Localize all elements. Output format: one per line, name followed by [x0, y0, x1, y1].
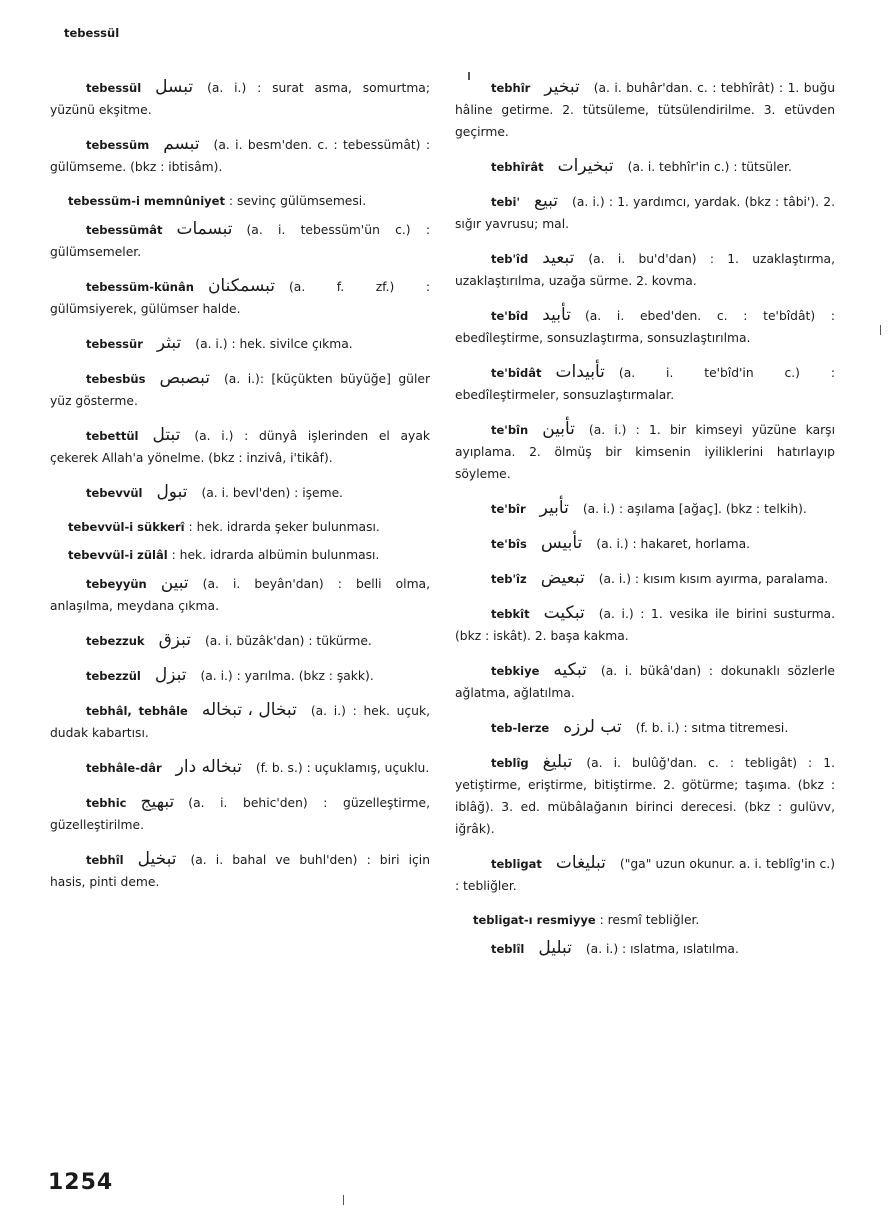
- entry-arabic-script: تبول: [156, 482, 188, 502]
- entry-headword: tebhic: [86, 796, 127, 810]
- entry-headword: tebhâl, tebhâle: [86, 704, 188, 718]
- running-head: tebessül: [64, 26, 120, 40]
- entry-arabic-script: تبخال ، تبخاله: [201, 700, 297, 720]
- entry-definition: (a. i.) : 1. bir kimseyi yüzüne karşı ayıplama. 2. ölmüş bir kimsenin iyiliklerini hatırlayıp söyleme.: [455, 423, 835, 481]
- entry-arabic-script: تبيع: [534, 191, 559, 211]
- entry-definition: (a. i.) : surat asma, somurtma; yüzünü ekşitme.: [50, 81, 430, 117]
- dictionary-entry: [455, 155, 835, 178]
- scan-speck: [343, 1195, 344, 1205]
- entry-headword: te'bîs: [491, 537, 527, 551]
- dictionary-entry: [50, 756, 430, 779]
- entry-headword: teblîl: [491, 942, 525, 956]
- entry-arabic-script: تأبيد: [542, 305, 571, 325]
- dictionary-entry: [50, 190, 430, 212]
- entry-headword: tebligat-ı resmiyye: [473, 913, 596, 927]
- entry-arabic-script: تبخير: [544, 77, 580, 97]
- entry-headword: teb'îd: [491, 252, 529, 266]
- dictionary-entry: [455, 567, 835, 590]
- entry-headword: tebhîrât: [491, 160, 544, 174]
- entry-headword: te'bîd: [491, 309, 529, 323]
- entry-definition: (a. i.) : 1. yardımcı, yardak. (bkz : tâbi'). 2. sığır yavrusu; mal.: [455, 195, 835, 231]
- entry-definition: (a. i.) : dünyâ işlerinden el ayak çekerek Allah'a yönelme. (bkz : inzivâ, i'tikâf).: [50, 429, 430, 465]
- entry-arabic-script: تبكيه: [553, 660, 587, 680]
- dictionary-entry: [50, 699, 430, 744]
- entry-definition: (a. i.) : aşılama [ağaç]. (bkz : telkih).: [582, 502, 807, 516]
- entry-headword: teb'îz: [491, 572, 527, 586]
- entry-arabic-script: تبكيت: [543, 603, 585, 623]
- entry-definition: (a. i.) : hakaret, horlama.: [596, 537, 751, 551]
- entry-headword: tebeyyün: [86, 577, 147, 591]
- entry-headword: teb-lerze: [491, 721, 550, 735]
- entry-arabic-script: تبسمكنان: [207, 276, 275, 296]
- entry-arabic-script: تأبيس: [540, 533, 583, 553]
- entry-definition: (a. i. büzâk'dan) : tükürme.: [205, 634, 372, 648]
- dictionary-entry: [50, 544, 430, 566]
- entry-arabic-script: تبين: [160, 573, 189, 593]
- scan-speck: [880, 325, 881, 335]
- entry-definition: (a. i.) : 1. vesika ile birini susturma. (bkz : iskât). 2. başa kakma.: [455, 607, 835, 643]
- scan-speck: [468, 72, 470, 80]
- dictionary-entry: [50, 332, 430, 355]
- entry-headword: tebligat: [491, 857, 542, 871]
- entry-headword: te'bîn: [491, 423, 529, 437]
- dictionary-entry: [455, 76, 835, 143]
- entry-definition: (a. i. tebhîr'in c.) : tütsüler.: [627, 160, 792, 174]
- entry-definition: (a. i.) : hek. uçuk, dudak kabartısı.: [50, 704, 430, 740]
- entry-arabic-script: تبخاله دار: [175, 757, 242, 777]
- entry-definition: (a. i. ebed'den. c. : te'bîdât) : ebedîleştirme, sonsuzlaştırma, sonsuzlaştırılma.: [455, 309, 835, 345]
- dictionary-entry: [50, 275, 430, 320]
- entry-headword: tebettül: [86, 429, 139, 443]
- entry-arabic-script: تبتل: [152, 425, 181, 445]
- dictionary-entry: [50, 516, 430, 538]
- entry-arabic-script: تبعيد: [542, 248, 575, 268]
- entry-arabic-script: تبليغ: [542, 752, 573, 772]
- entry-arabic-script: تبليغات: [555, 853, 606, 873]
- entry-definition: : sevinç gülümsemesi.: [228, 194, 367, 208]
- entry-definition: (a. i. bükâ'dan) : dokunaklı sözlerle ağlatma, ağlatılma.: [455, 664, 835, 700]
- entry-headword: tebessüm-künân: [86, 280, 194, 294]
- entry-headword: tebessül: [86, 81, 142, 95]
- entry-headword: tebhâle-dâr: [86, 761, 162, 775]
- page-number: 1254: [48, 1170, 114, 1195]
- entry-definition: (a. i.) : kısım kısım ayırma, paralama.: [598, 572, 829, 586]
- dictionary-entry: [50, 572, 430, 617]
- entry-headword: tebkît: [491, 607, 530, 621]
- entry-arabic-script: تبليل: [538, 938, 572, 958]
- entry-headword: te'bîdât: [491, 366, 542, 380]
- left-column: [50, 76, 430, 905]
- entry-headword: tebezzuk: [86, 634, 145, 648]
- dictionary-entry: [455, 909, 835, 931]
- dictionary-entry: [50, 848, 430, 893]
- dictionary-entry: [455, 659, 835, 704]
- entry-definition: : hek. idrarda şeker bulunması.: [188, 520, 380, 534]
- entry-arabic-script: تبعيض: [540, 568, 585, 588]
- entry-definition: (a. i. behic'den) : güzelleştirme, güzelleştirilme.: [50, 796, 430, 832]
- dictionary-entry: [455, 361, 835, 406]
- entry-headword: tebevvül-i sükkerî: [68, 520, 185, 534]
- entry-headword: tebessümât: [86, 223, 163, 237]
- dictionary-entry: [455, 716, 835, 739]
- entry-arabic-script: تبسمات: [176, 219, 233, 239]
- dictionary-entry: [50, 133, 430, 178]
- dictionary-entry: [50, 76, 430, 121]
- dictionary-entry: [455, 937, 835, 960]
- entry-headword: teblîg: [491, 756, 529, 770]
- dictionary-entry: [50, 424, 430, 469]
- entry-arabic-script: تب لرزه: [563, 717, 622, 737]
- entry-arabic-script: تبخيل: [137, 849, 177, 869]
- dictionary-entry: [455, 602, 835, 647]
- dictionary-entry: [455, 751, 835, 840]
- entry-arabic-script: تبسل: [155, 77, 194, 97]
- entry-headword: tebezzül: [86, 669, 141, 683]
- entry-headword: tebhîr: [491, 81, 531, 95]
- entry-definition: (a. i. besm'den. c. : tebessümât) : gülümseme. (bkz : ibtisâm).: [50, 138, 430, 174]
- entry-definition: : resmî tebliğler.: [599, 913, 700, 927]
- entry-arabic-script: تأبير: [539, 498, 569, 518]
- dictionary-entry: [455, 247, 835, 292]
- entry-headword: te'bîr: [491, 502, 526, 516]
- right-column: [455, 76, 835, 972]
- entry-definition: (a. i. tebessüm'ün c.) : gülümsemeler.: [50, 223, 430, 259]
- dictionary-entry: [50, 218, 430, 263]
- entry-definition: (a. i. bahal ve buhl'den) : biri için hasis, pinti deme.: [50, 853, 430, 889]
- entry-definition: (a. i.) : ıslatma, ıslatılma.: [585, 942, 739, 956]
- dictionary-entry: [455, 418, 835, 485]
- entry-arabic-script: تأبين: [542, 419, 575, 439]
- entry-definition: (a. i. bulûğ'dan. c. : tebligât) : 1. yetiştirme, eriştirme, bitiştirme. 2. götürme; taşıma. (bkz : iblâğ). 3. ed. mübâlağanın birinci derecesi. (bkz : gulüvv, iğrâk).: [455, 756, 835, 836]
- entry-headword: tebevvül-i zülâl: [68, 548, 168, 562]
- dictionary-entry: [455, 532, 835, 555]
- entry-headword: tebessüm-i memnûniyet: [68, 194, 225, 208]
- dictionary-entry: [50, 367, 430, 412]
- entry-definition: (a. i. bu'd'dan) : 1. uzaklaştırma, uzaklaştırılma, uzağa sürme. 2. kovma.: [455, 252, 835, 288]
- dictionary-entry: [50, 791, 430, 836]
- entry-definition: (f. b. i.) : sıtma titremesi.: [635, 721, 789, 735]
- entry-headword: tebessüm: [86, 138, 150, 152]
- entry-definition: ("ga" uzun okunur. a. i. teblîg'in c.) : tebliğler.: [455, 857, 835, 893]
- dictionary-entry: [455, 190, 835, 235]
- entry-arabic-script: تبسم: [163, 134, 200, 154]
- entry-arabic-script: تبخيرات: [557, 156, 614, 176]
- dictionary-entry: [455, 497, 835, 520]
- dictionary-entry: [455, 852, 835, 897]
- entry-definition: (a. i.) : hek. sivilce çıkma.: [195, 337, 353, 351]
- entry-headword: tebi': [491, 195, 520, 209]
- entry-definition: (a. i. beyân'dan) : belli olma, anlaşılma, meydana çıkma.: [50, 577, 430, 613]
- entry-definition: : hek. idrarda albümin bulunması.: [171, 548, 380, 562]
- dictionary-entry: [455, 304, 835, 349]
- entry-arabic-script: تبزل: [154, 665, 187, 685]
- entry-definition: (a. i. te'bîd'in c.) : ebedîleştirmeler, sonsuzlaştırmalar.: [455, 366, 835, 402]
- entry-headword: tebesbüs: [86, 372, 146, 386]
- entry-headword: tebkiye: [491, 664, 540, 678]
- entry-arabic-script: تبهيج: [140, 792, 175, 812]
- entry-definition: (a. i.): [küçükten büyüğe] güler yüz gösterme.: [50, 372, 430, 408]
- entry-definition: (a. i. buhâr'dan. c. : tebhîrât) : 1. buğu hâline getirme. 2. tütsüleme, tütsülendirilme. 3. etüvden geçirme.: [455, 81, 835, 139]
- entry-definition: (a. i.) : yarılma. (bkz : şakk).: [200, 669, 374, 683]
- entry-definition: (f. b. s.) : uçuklamış, uçuklu.: [255, 761, 430, 775]
- entry-arabic-script: تبزق: [158, 630, 191, 650]
- dictionary-entry: [50, 664, 430, 687]
- entry-definition: (a. i. bevl'den) : işeme.: [201, 486, 344, 500]
- entry-headword: tebevvül: [86, 486, 143, 500]
- entry-arabic-script: تأبيدات: [555, 362, 605, 382]
- entry-headword: tebessür: [86, 337, 143, 351]
- entry-arabic-script: تبثر: [156, 333, 182, 353]
- dictionary-entry: [50, 481, 430, 504]
- dictionary-entry: [50, 629, 430, 652]
- entry-definition: (a. f. zf.) : gülümsiyerek, gülümser halde.: [50, 280, 430, 316]
- entry-headword: tebhîl: [86, 853, 124, 867]
- entry-arabic-script: تبصبص: [159, 368, 210, 388]
